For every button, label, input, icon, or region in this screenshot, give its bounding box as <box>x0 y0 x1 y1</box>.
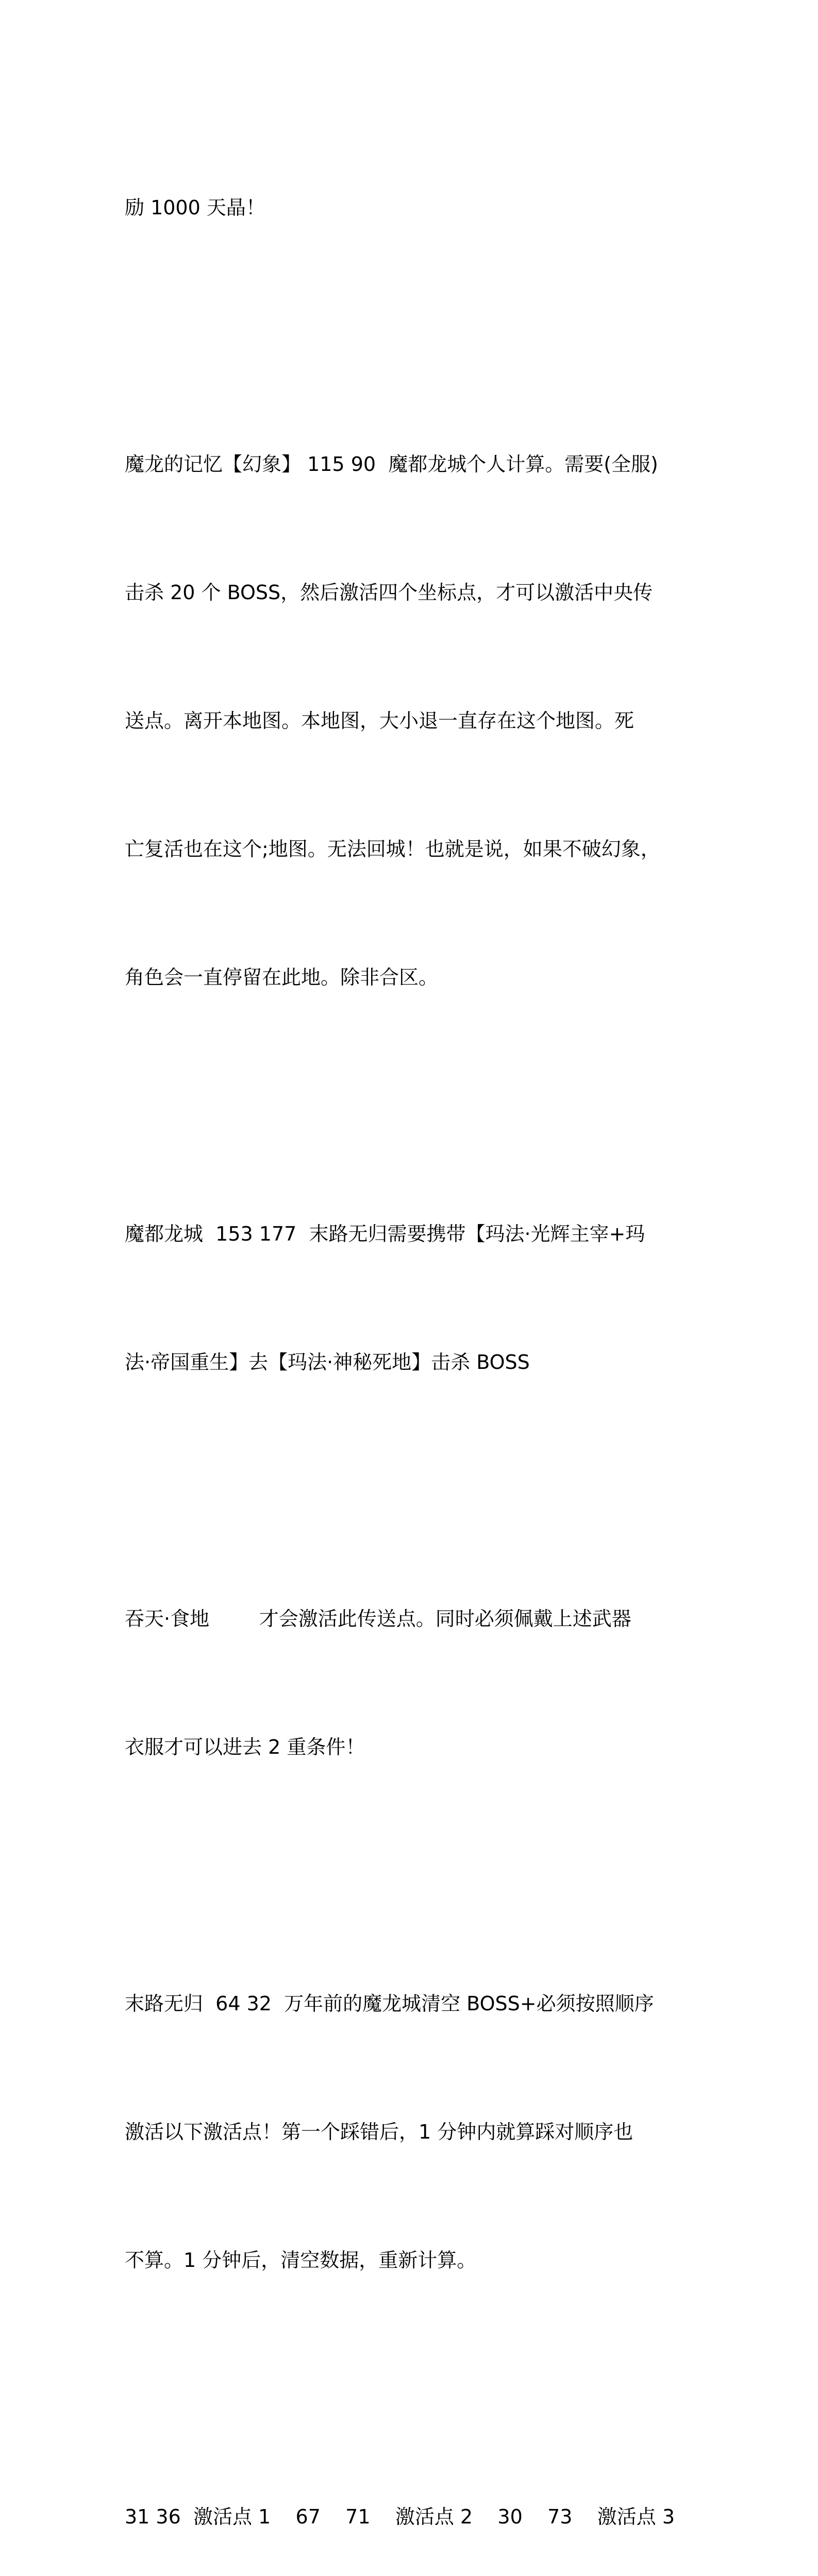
text-line: 送点。离开本地图。本地图，大小退一直存在这个地图。死 <box>125 709 635 732</box>
text-line: 末路无归 64 32 万年前的魔龙城清空 BOSS+必须按照顺序 <box>125 1992 654 2015</box>
text-line: 击杀 20 个 BOSS，然后激活四个坐标点，才可以激活中央传 <box>125 581 653 604</box>
text-line: 衣服才可以进去 2 重条件！ <box>125 1736 365 1758</box>
document-body <box>125 101 697 2576</box>
text-line: 吞天·食地 才会激活此传送点。同时必须佩戴上述武器 <box>125 1607 631 1630</box>
text-line: 角色会一直停留在此地。除非合区。 <box>125 966 439 989</box>
text-line: 励 1000 天晶！ <box>125 196 265 219</box>
paragraph-devour <box>125 1512 697 1854</box>
paragraph-reward <box>125 101 697 315</box>
text-line: 魔都龙城 153 177 末路无归需要携带【玛法·光辉主宰+玛 <box>125 1223 645 1245</box>
text-line: 31 36 激活点 1 67 71 激活点 2 30 73 激活点 3 <box>125 2505 675 2528</box>
paragraph-demon-city <box>125 1127 697 1469</box>
paragraph-no-return <box>125 1897 697 2367</box>
text-line: 不算。1 分钟后，清空数据，重新计算。 <box>125 2249 477 2272</box>
text-line: 激活以下激活点！第一个踩错后，1 分钟内就算踩对顺序也 <box>125 2121 633 2143</box>
paragraph-activation-points <box>125 2410 697 2576</box>
text-line: 亡复活也在这个;地图。无法回城！也就是说，如果不破幻象， <box>125 838 660 860</box>
text-line: 法·帝国重生】去【玛法·神秘死地】击杀 BOSS <box>125 1351 530 1374</box>
paragraph-dragon-memory <box>125 358 697 1084</box>
text-line: 魔龙的记忆【幻象】 115 90 魔都龙城个人计算。需要(全服) <box>125 453 658 476</box>
